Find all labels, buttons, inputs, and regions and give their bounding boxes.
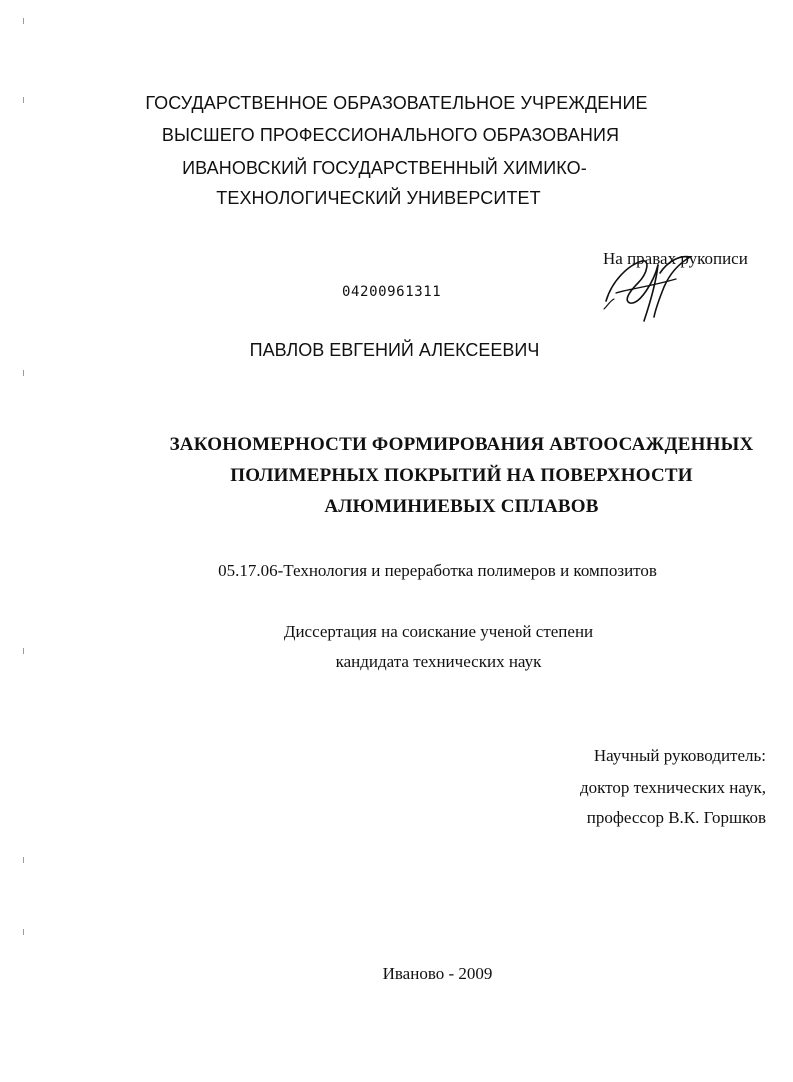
supervisor-name: профессор В.К. Горшков <box>586 808 766 827</box>
author-name: ПАВЛОВ ЕВГЕНИЙ АЛЕКСЕЕВИЧ <box>249 340 540 360</box>
institution-line-4: ТЕХНОЛОГИЧЕСКИЙ УНИВЕРСИТЕТ <box>216 188 541 208</box>
margin-mark <box>23 648 24 654</box>
specialty-code: 05.17.06-Технология и переработка полимеров и композитов <box>218 561 657 580</box>
dissertation-title-line-3: АЛЮМИНИЕВЫХ СПЛАВОВ <box>324 496 599 517</box>
margin-mark <box>23 857 24 863</box>
dissertation-title-line-2: ПОЛИМЕРНЫХ ПОКРЫТИЙ НА ПОВЕРХНОСТИ <box>230 465 693 486</box>
dissertation-title-line-1: ЗАКОНОМЕРНОСТИ ФОРМИРОВАНИЯ АВТООСАЖДЕННЫХ <box>169 434 754 455</box>
manuscript-rights-note: На правах рукописи <box>603 249 748 268</box>
document-number: 04200961311 <box>342 284 442 300</box>
margin-mark <box>23 18 24 24</box>
institution-line-2: ВЫСШЕГО ПРОФЕССИОНАЛЬНОГО ОБРАЗОВАНИЯ <box>161 125 620 145</box>
degree-line-1: Диссертация на соискание ученой степени <box>283 622 594 641</box>
supervisor-label: Научный руководитель: <box>593 746 766 765</box>
degree-line-2: кандидата технических наук <box>335 652 542 671</box>
margin-mark <box>23 370 24 376</box>
institution-line-1: ГОСУДАРСТВЕННОЕ ОБРАЗОВАТЕЛЬНОЕ УЧРЕЖДЕНИЕ <box>145 93 648 113</box>
supervisor-degree: доктор технических наук, <box>579 778 766 797</box>
margin-mark <box>23 929 24 935</box>
institution-line-3: ИВАНОВСКИЙ ГОСУДАРСТВЕННЫЙ ХИМИКО- <box>182 158 587 178</box>
place-and-year: Иваново - 2009 <box>382 964 493 983</box>
